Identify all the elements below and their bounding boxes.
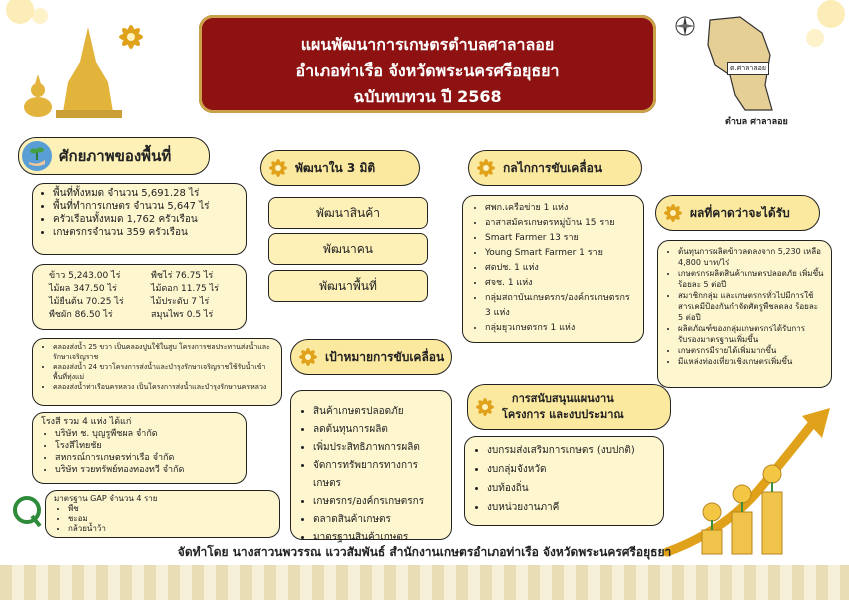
crop-item: สมุนไพร 0.5 ไร่ <box>151 310 214 320</box>
list-item: • คลองส่งน้ำ 24 ขวาโครงการส่งน้ำและบำรุงรักษาเจริญราชใช้รับน้ำเข้าพื้นที่ทุ่งแม่ <box>53 362 275 382</box>
list-item: • ศดปช. 1 แห่ง <box>485 261 635 276</box>
list-item: • ผลิตภัณฑ์ของกลุ่มเกษตรกรได้รับการรับรองมาตรฐานเพิ่มขึ้น <box>678 323 825 345</box>
potential-heading-text: ศักยภาพของพื้นที่ <box>59 147 172 165</box>
list-item: • กล้วยน้ำว้า <box>68 524 271 534</box>
title-line-3: ฉบับทบทวน ปี 2568 <box>353 87 502 106</box>
flower-ornament-icon <box>475 157 497 179</box>
mechanism-box <box>462 195 644 343</box>
mills-box <box>32 412 247 484</box>
decorative-border <box>0 565 849 600</box>
list-item: • มีแหล่งท่องเที่ยวเชิงเกษตรเพิ่มขึ้น <box>678 356 825 367</box>
develop-heading <box>260 150 420 186</box>
gap-title: มาตรฐาน GAP จำนวน 4 ราย <box>54 494 158 503</box>
list-item: • อาสาสมัครเกษตรหมู่บ้าน 15 ราย <box>485 216 635 231</box>
list-item: • คลองส่งน้ำท่าเรือนครหลวง เป็นโครงการส่งน้ำและบำรุงรักษานครหลวง <box>53 382 275 392</box>
list-item: • ต้นทุนการผลิตข้าวลดลงจาก 5,230 เหลือ 4,800 บาท/ไร่ <box>678 246 825 268</box>
support-heading-text <box>502 391 624 423</box>
list-item: • สินค้าเกษตรปลอดภัย <box>313 403 443 421</box>
list-item: • จัดการทรัพยากรทางการเกษตร <box>313 457 443 493</box>
crop-item: ไม้ประดับ 7 ไร่ <box>151 297 210 307</box>
list-item: • กลุ่มสถาบันเกษตรกร/องค์กรเกษตรกร 3 แห่ง <box>485 291 635 321</box>
list-item: • พื้นที่ทั้งหมด จำนวน 5,691.28 ไร่ <box>53 187 240 200</box>
targets-heading-text: เป้าหมายการขับเคลื่อน <box>325 349 445 364</box>
crop-item: ข้าว 5,243.00 ไร่ <box>49 271 121 281</box>
list-item: • สมาชิกกลุ่ม และเกษตรกรทั่วไปมีการใช้สารเคมีป้องกันกำจัดศัตรูพืชลดลง ร้อยละ 5 ต่อปี <box>678 290 825 323</box>
flower-ornament-icon <box>662 202 684 224</box>
gap-box <box>45 490 280 538</box>
flower-ornament-icon <box>474 396 496 418</box>
crops-box <box>32 264 247 330</box>
list-item: • เพิ่มประสิทธิภาพการผลิต <box>313 439 443 457</box>
list-item: • เกษตรกร/องค์กรเกษตรกร <box>313 493 443 511</box>
mechanism-heading-text: กลไกการขับเคลื่อน <box>503 160 603 175</box>
results-heading <box>655 195 820 231</box>
list-item: • โรงสีไทยชัย <box>55 440 238 452</box>
develop-item-people: พัฒนาคน <box>268 233 428 265</box>
list-item: • บริษัท รวยทรัพย์ทองทองทวี จำกัด <box>55 464 238 476</box>
list-item: • คลองส่งน้ำ 25 ขวา เป็นคลองปูนใช้ในสูบ โครงการชลประทานส่งน้ำและรักษาเจริญราช <box>53 342 275 362</box>
flower-ornament-icon <box>267 157 289 179</box>
list-item: • มาตรฐานสินค้าเกษตร <box>313 529 443 547</box>
corner-flower-top-right <box>795 0 849 50</box>
develop-heading-text: พัฒนาใน 3 มิติ <box>295 160 376 175</box>
list-item: • Young Smart Farmer 1 ราย <box>485 246 635 261</box>
crops-left-column <box>49 270 124 322</box>
support-heading <box>467 384 671 430</box>
list-item: • พืช <box>68 504 271 514</box>
results-heading-text: ผลที่คาดว่าจะได้รับ <box>690 205 790 220</box>
list-item: • ศพก.เครือข่าย 1 แห่ง <box>485 201 635 216</box>
list-item: • งบท้องถิ่น <box>487 479 655 498</box>
title-line-1: แผนพัฒนาการเกษตรตำบลศาลาลอย <box>300 35 555 54</box>
results-box <box>657 240 832 388</box>
flower-ornament-icon <box>297 346 319 368</box>
gap-q-logo-icon <box>12 494 42 528</box>
targets-heading <box>290 339 452 375</box>
list-item: • ศจช. 1 แห่ง <box>485 276 635 291</box>
title-banner <box>199 15 656 113</box>
develop-item-area: พัฒนาพื้นที่ <box>268 270 428 302</box>
list-item: • กลุ่มยุวเกษตรกร 1 แห่ง <box>485 321 635 336</box>
list-item: • บริษัท ช. บุญรูพืชผล จำกัด <box>55 428 238 440</box>
mills-title: โรงสี รวม 4 แห่ง ได้แก่ <box>41 417 132 427</box>
crop-item: ไม้ยืนต้น 70.25 ไร่ <box>49 297 124 307</box>
list-item: • งบกลุ่มจังหวัด <box>487 460 655 479</box>
flower-ornament-icon <box>116 22 146 52</box>
mechanism-heading <box>468 150 642 186</box>
map-caption: ตำบล ศาลาลอย <box>725 117 788 127</box>
area-stats-box <box>32 183 247 255</box>
crop-item: ไม้ผล 347.50 ไร่ <box>49 284 117 294</box>
crops-right-column <box>151 270 219 322</box>
crop-item: พืชไร่ 76.75 ไร่ <box>151 271 214 281</box>
canals-box <box>32 338 282 406</box>
list-item: • ตลาดสินค้าเกษตร <box>313 511 443 529</box>
targets-box <box>290 390 452 543</box>
title-line-2: อำเภอท่าเรือ จังหวัดพระนครศรีอยุธยา <box>295 61 560 80</box>
compass-icon <box>674 15 696 37</box>
list-item: • งบหน่วยงานภาคี <box>487 498 655 517</box>
list-item: • สหกรณ์การเกษตรท่าเรือ จำกัด <box>55 452 238 464</box>
list-item: • พื้นที่ทำการเกษตร จำนวน 5,647 ไร่ <box>53 200 240 213</box>
map-inner-label: ต.ศาลาลอย <box>727 62 769 75</box>
list-item: • ลดต้นทุนการผลิต <box>313 421 443 439</box>
list-item: • ครัวเรือนทั้งหมด 1,762 ครัวเรือน <box>53 213 240 226</box>
support-box <box>464 436 664 526</box>
support-heading-line-1: การสนับสนุนแผนงาน <box>511 392 614 405</box>
footer-credit: จัดทำโดย นางสาวนพวรรณ แววสัมพันธ์ สำนักงานเกษตรอำเภอท่าเรือ จังหวัดพระนครศรีอยุธยา <box>177 545 672 559</box>
list-item: • ชะอม <box>68 514 271 524</box>
plant-in-hand-icon <box>21 140 53 172</box>
list-item: • Smart Farmer 13 ราย <box>485 231 635 246</box>
growth-arrow-illustration <box>662 402 842 562</box>
crop-item: ไม้ดอก 11.75 ไร่ <box>151 284 220 294</box>
list-item: • งบกรมส่งเสริมการเกษตร (งบปกติ) <box>487 441 655 460</box>
list-item: • เกษตรกรจำนวน 359 ครัวเรือน <box>53 226 240 239</box>
crop-item: พืชผัก 86.50 ไร่ <box>49 310 113 320</box>
develop-item-product: พัฒนาสินค้า <box>268 197 428 229</box>
list-item: • เกษตรกรผลิตสินค้าเกษตรปลอดภัย เพิ่มขึ้น ร้อยละ 5 ต่อปี <box>678 268 825 290</box>
list-item: • เกษตรกรมีรายได้เพิ่มมากขึ้น <box>678 345 825 356</box>
support-heading-line-2: โครงการ และงบประมาณ <box>502 408 624 421</box>
potential-heading <box>18 137 210 175</box>
